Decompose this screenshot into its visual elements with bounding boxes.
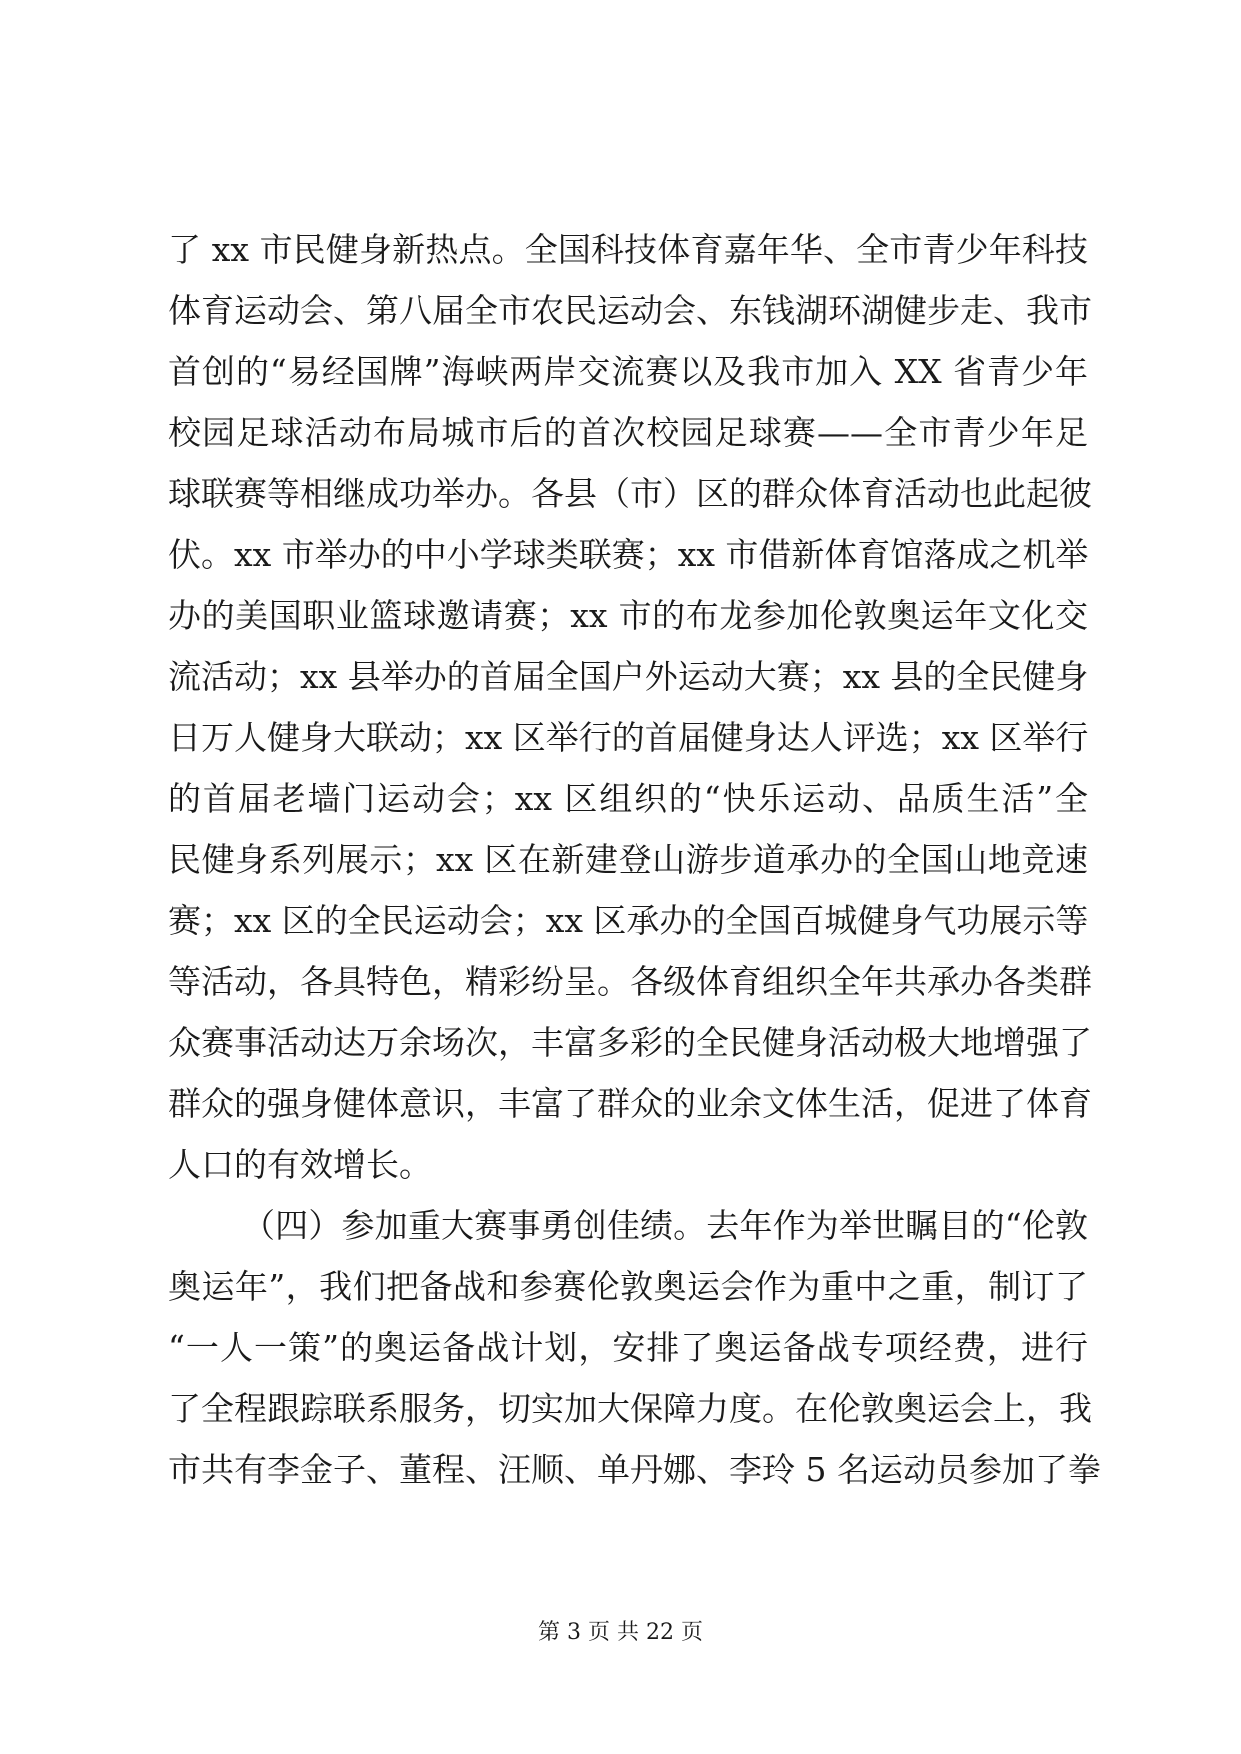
text-line: 体育运动会、第八届全市农民运动会、东钱湖环湖健步走、我市 <box>168 291 1092 330</box>
text-line: 群众的强身健体意识，丰富了群众的业余文体生活，促进了体育 <box>168 1084 1092 1123</box>
text-line: 流活动；xx 县举办的首届全国户外运动大赛；xx 县的全民健身 <box>168 657 1089 696</box>
text-line: 球联赛等相继成功举办。各县（市）区的群众体育活动也此起彼 <box>168 474 1092 513</box>
text-line: 日万人健身大联动；xx 区举行的首届健身达人评选；xx 区举行 <box>168 718 1089 757</box>
text-line: 赛；xx 区的全民运动会；xx 区承办的全国百城健身气功展示等 <box>168 901 1089 940</box>
text-line: 众赛事活动达万余场次，丰富多彩的全民健身活动极大地增强了 <box>168 1023 1092 1062</box>
text-line: 市共有李金子、董程、汪顺、单丹娜、李玲 5 名运动员参加了拳 <box>168 1450 1101 1489</box>
text-line: “一人一策”的奥运备战计划，安排了奥运备战专项经费，进行 <box>168 1328 1088 1367</box>
text-line: 校园足球活动布局城市后的首次校园足球赛——全市青少年足 <box>168 413 1088 452</box>
text-line: （四）参加重大赛事勇创佳绩。去年作为举世瞩目的“伦敦 <box>242 1206 1088 1245</box>
text-line: 等活动，各具特色，精彩纷呈。各级体育组织全年共承办各类群 <box>168 962 1092 1001</box>
text-line: 了 xx 市民健身新热点。全国科技体育嘉年华、全市青少年科技 <box>168 230 1088 269</box>
text-line: 人口的有效增长。 <box>168 1145 432 1184</box>
text-line: 了全程跟踪联系服务，切实加大保障力度。在伦敦奥运会上，我 <box>168 1389 1092 1428</box>
text-line: 首创的“易经国牌”海峡两岸交流赛以及我市加入 XX 省青少年 <box>168 352 1088 391</box>
page-footer: 第 3 页 共 22 页 <box>538 1620 703 1645</box>
text-line: 伏。xx 市举办的中小学球类联赛；xx 市借新体育馆落成之机举 <box>168 535 1089 574</box>
text-line: 办的美国职业篮球邀请赛；xx 市的布龙参加伦敦奥运年文化交 <box>168 596 1088 635</box>
text-line: 奥运年”，我们把备战和参赛伦敦奥运会作为重中之重，制订了 <box>168 1267 1088 1306</box>
text-line: 的首届老墙门运动会；xx 区组织的“快乐运动、品质生活”全 <box>168 779 1088 818</box>
text-line: 民健身系列展示；xx 区在新建登山游步道承办的全国山地竞速 <box>168 840 1088 879</box>
